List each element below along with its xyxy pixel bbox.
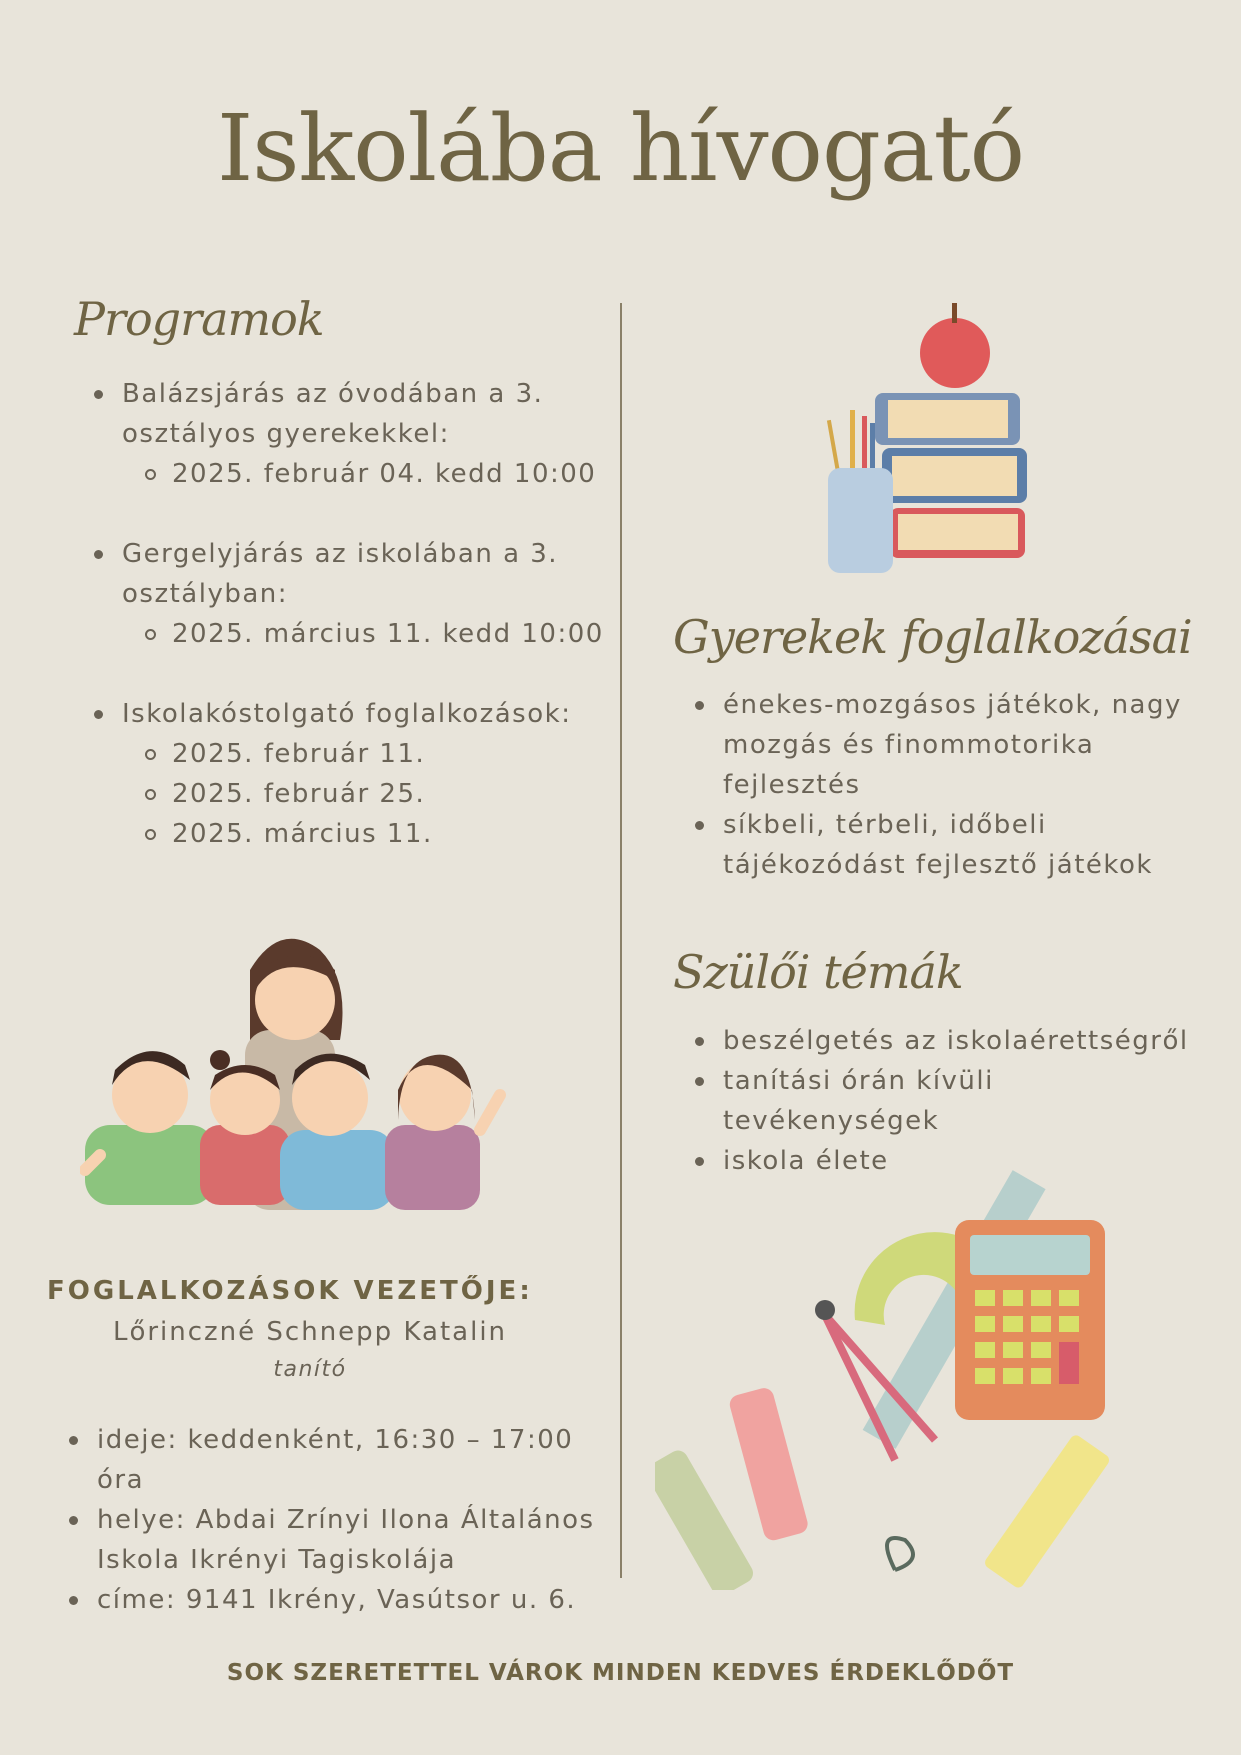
programs-heading: Programok [74,292,324,346]
list-item: síkbeli, térbeli, időbeli tájékozódást fejlesztő játékok [693,805,1213,885]
list-item: 2025. február 25. [92,774,612,814]
activities-list [693,685,1213,885]
activities-heading: Gyerekek foglalkozásai [673,610,1192,664]
teacher-children-illustration [80,920,560,1210]
leader-name: Lőrinczné Schnepp Katalin [112,1317,508,1347]
list-item: Gergelyjárás az iskolában a 3. osztályban: [92,534,612,614]
list-item: 2025. február 11. [92,734,612,774]
list-item: 2025. február 04. kedd 10:00 [92,454,612,494]
list-item: címe: 9141 Ikrény, Vasútsor u. 6. [67,1580,612,1620]
leader-label: FOGLALKOZÁSOK VEZETŐJE: [47,1276,533,1306]
school-supplies-illustration [655,1160,1175,1590]
list-item: beszélgetés az iskolaérettségről [693,1021,1213,1061]
list-item: helye: Abdai Zrínyi Ilona Általános Iskola Ikrényi Tagiskolája [67,1500,612,1580]
leader-role: tanító [273,1357,347,1382]
programs-list [92,374,612,854]
list-item: iskola élete [693,1141,1213,1181]
books-apple-illustration [820,298,1050,578]
list-item: Iskolakóstolgató foglalkozások: [92,694,612,734]
column-divider [620,303,622,1578]
list-item: ideje: keddenként, 16:30 – 17:00 óra [67,1420,612,1500]
details-list [67,1420,612,1620]
parents-heading: Szülői témák [673,945,963,999]
list-item: énekes-mozgásos játékok, nagy mozgás és finommotorika fejlesztés [693,685,1213,805]
list-item: 2025. március 11. [92,814,612,854]
parents-list [693,1021,1213,1181]
footer-message: SOK SZERETETTEL VÁROK MINDEN KEDVES ÉRDEKLŐDŐT [226,1660,1015,1686]
list-item: 2025. március 11. kedd 10:00 [92,614,612,654]
page-title: Iskolába hívogató [216,95,1025,202]
list-item: tanítási órán kívüli tevékenységek [693,1061,1213,1141]
list-item: Balázsjárás az óvodában a 3. osztályos gyerekekkel: [92,374,612,454]
